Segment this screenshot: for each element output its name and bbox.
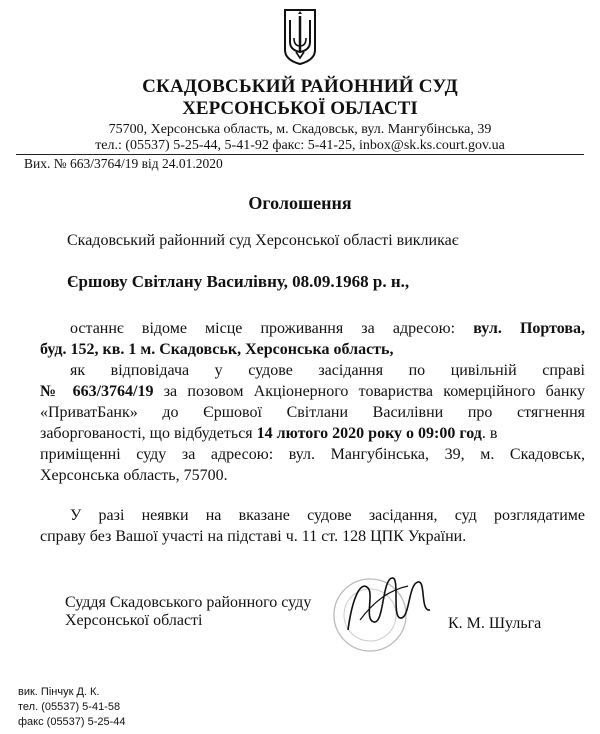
judge-name: К. М. Шульга (448, 615, 542, 632)
role-line: як відповідача у судове засідання по цивільній справі (70, 362, 585, 379)
court-name-line2: ХЕРСОНСЬКОЇ ОБЛАСТІ (182, 98, 418, 119)
outgoing-number: Вих. № 663/3764/19 від 24.01.2020 (24, 156, 223, 171)
document-title: Оголошення (248, 193, 352, 213)
case-text-2: «ПриватБанк» до Єршової Світлани Василівни про стягнення (40, 404, 585, 421)
premises-line1: приміщенні суду за адресою: вул. Мангубінська, 39, м. Скадовськ, (40, 446, 585, 463)
intro-text: Скадовський районний суд Херсонської області викликає (67, 232, 459, 249)
case-number: № 663/3764/19 (40, 383, 154, 400)
residence-line1 (40, 318, 585, 339)
judge-title-2: Херсонської області (65, 612, 203, 629)
respondent-name: Єршову Світлану Василівну, 08.09.1968 р. н., (67, 272, 410, 291)
executor-phone: тел. (05537) 5-41-58 (18, 701, 121, 713)
residence-prefix: останнє відоме місце проживання за адресою: (70, 320, 456, 337)
trident-emblem-icon (283, 8, 317, 66)
court-contacts: тел.: (05537) 5-25-44, 5-41-92 факс: 5-41-25, inbox@sk.ks.court.gov.ua (95, 138, 505, 153)
header-divider (16, 154, 584, 155)
residence-line2 (40, 339, 585, 360)
residence-address: буд. 152, кв. 1 м. Скадовськ, Херсонська область, (40, 341, 394, 358)
case-text-1: за позовом Акціонерного товариства комерційного банку (153, 383, 586, 400)
hearing-line (40, 423, 585, 444)
debt-text: заборгованості, що відбудеться (40, 425, 257, 442)
case-line (40, 381, 585, 402)
executor-fax: факс (05537) 5-25-44 (18, 716, 126, 728)
executor-name: вик. Пінчук Д. К. (18, 686, 100, 698)
judge-title-1: Суддя Скадовського районного суду (65, 594, 312, 611)
debt-end: . в (481, 425, 498, 442)
warning-line1: У разі неявки на вказане судове засідання, суд розглядатиме (70, 507, 585, 524)
premises-line2: Херсонська область, 75700. (40, 467, 228, 484)
warning-line2: справу без Вашої участі на підставі ч. 11 ст. 128 ЦПК України. (40, 528, 467, 545)
residence-street: вул. Портова, (473, 320, 586, 337)
hearing-date: 14 лютого 2020 року о 09:00 год (256, 425, 482, 442)
court-name-line1: СКАДОВСЬКИЙ РАЙОННИЙ СУД (142, 76, 458, 97)
court-address: 75700, Херсонська область, м. Скадовськ, вул. Мангубінська, 39 (108, 122, 492, 137)
